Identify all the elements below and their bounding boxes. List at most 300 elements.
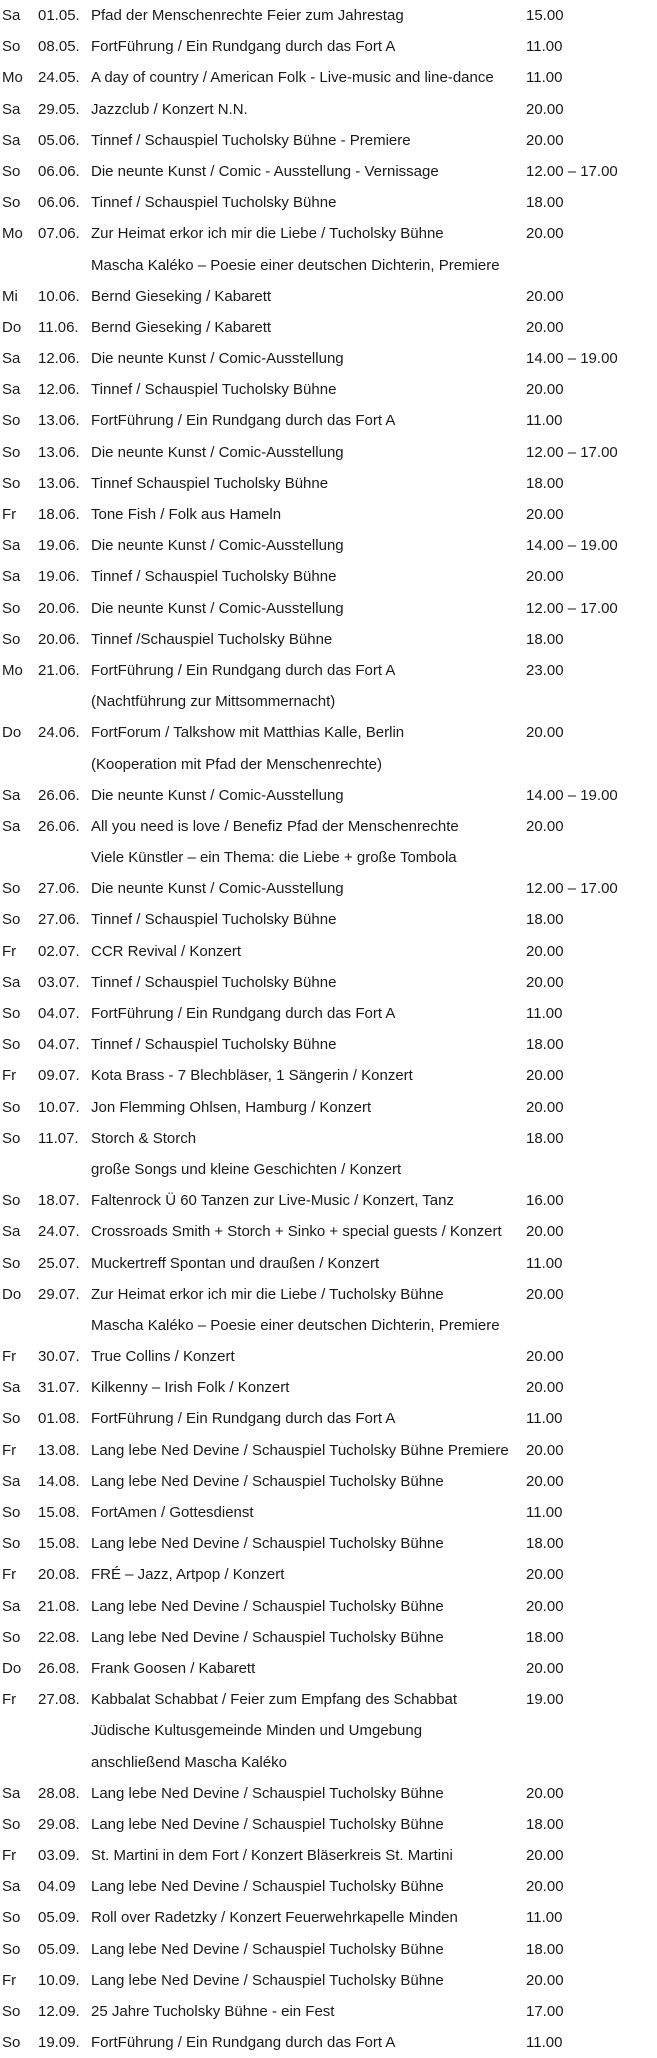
schedule-row [0, 1840, 657, 1871]
event-time: 14.00 – 19.00 [526, 537, 618, 555]
event-date: 29.07. [38, 1285, 80, 1303]
event-time: 20.00 [526, 506, 564, 523]
event-title: Zur Heimat erkor ich mir die Liebe / Tucholsky Bühne [91, 1285, 444, 1303]
event-day: Fr [2, 1441, 17, 1459]
event-date: 02.07. [38, 942, 80, 960]
event-date: 05.09. [38, 1940, 80, 1958]
event-day: So [2, 1815, 21, 1833]
event-date: 31.07. [38, 1379, 80, 1397]
event-title: (Kooperation mit Pfad der Menschenrechte) [91, 755, 382, 773]
schedule-row [0, 1559, 657, 1590]
event-time: 11.00 [526, 38, 563, 56]
event-title: FortForum / Talkshow mit Matthias Kalle, Berlin [91, 724, 405, 742]
event-date: 08.05. [38, 38, 80, 56]
schedule-row [0, 749, 657, 780]
schedule-row [0, 437, 657, 468]
schedule-row [0, 468, 657, 499]
event-title: True Collins / Konzert [91, 1348, 235, 1366]
event-time: 18.00 [526, 911, 564, 929]
event-title: Roll over Radetzky / Konzert Feuerwehrkapelle Minden [91, 1909, 458, 1927]
event-time: 20.00 [526, 225, 564, 243]
event-title: Tone Fish / Folk aus Hameln [91, 506, 282, 523]
event-date: 13.06. [38, 443, 80, 461]
schedule-row [0, 31, 657, 62]
event-day: Sa [2, 537, 21, 555]
event-date: 24.06. [38, 724, 80, 742]
event-title: Mascha Kaléko – Poesie einer deutschen Dichterin, Premiere [91, 1316, 500, 1334]
event-time: 20.00 [526, 1878, 564, 1896]
event-title: FortAmen / Gottesdienst [91, 1504, 254, 1521]
event-date: 11.07. [38, 1129, 79, 1147]
event-title: Lang lebe Ned Devine / Schauspiel Tucholsky Bühne [91, 1784, 444, 1802]
event-time: 11.00 [526, 1254, 563, 1272]
event-date: 26.06. [38, 817, 80, 835]
schedule-row [0, 1154, 657, 1185]
schedule-row [0, 842, 657, 873]
event-day: So [2, 443, 21, 461]
event-time: 16.00 [526, 1192, 564, 1210]
event-date: 03.09. [38, 1847, 80, 1865]
event-title: Die neunte Kunst / Comic-Ausstellung [91, 350, 344, 368]
event-date: 12.06. [38, 350, 80, 368]
schedule-row [0, 156, 657, 187]
event-title: FortFührung / Ein Rundgang durch das Fort A [91, 1005, 396, 1022]
event-time: 18.00 [526, 1129, 564, 1147]
event-title: Tinnef / Schauspiel Tucholsky Bühne [91, 381, 337, 399]
event-day: So [2, 2034, 21, 2052]
schedule-row [0, 561, 657, 592]
event-time: 11.00 [526, 1504, 563, 1521]
event-time: 20.00 [526, 287, 564, 305]
schedule-row [0, 1403, 657, 1434]
event-date: 05.06. [38, 131, 80, 149]
event-date: 24.07. [38, 1223, 80, 1241]
event-day: Mo [2, 225, 23, 243]
schedule-row [0, 405, 657, 436]
event-date: 22.08. [38, 1628, 80, 1646]
event-title: Crossroads Smith + Storch + Sinko + special guests / Konzert [91, 1223, 502, 1241]
event-day: Fr [2, 1566, 17, 1584]
event-title: Lang lebe Ned Devine / Schauspiel Tucholsky Bühne [91, 1815, 444, 1833]
event-time: 20.00 [526, 1971, 564, 1989]
event-date: 30.07. [38, 1348, 80, 1366]
event-day: Sa [2, 100, 21, 118]
event-date: 03.07. [38, 973, 80, 991]
schedule-row [0, 1123, 657, 1154]
event-title: Kilkenny – Irish Folk / Konzert [91, 1379, 290, 1397]
event-day: So [2, 1129, 21, 1147]
event-title: FortFührung / Ein Rundgang durch das Fort A [91, 661, 396, 679]
event-title: Lang lebe Ned Devine / Schauspiel Tucholsky Bühne [91, 1597, 444, 1615]
event-time: 11.00 [526, 69, 563, 87]
event-title: Faltenrock Ü 60 Tanzen zur Live-Music / Konzert, Tanz [91, 1192, 454, 1210]
event-date: 13.06. [38, 474, 80, 492]
schedule-row [0, 1279, 657, 1310]
event-date: 10.09. [38, 1971, 80, 1989]
schedule-row [0, 1528, 657, 1559]
event-time: 20.00 [526, 1098, 564, 1116]
event-title: Mascha Kaléko – Poesie einer deutschen Dichterin, Premiere [91, 256, 500, 274]
event-date: 19.06. [38, 537, 80, 555]
schedule-row [0, 1622, 657, 1653]
event-title: FortFührung / Ein Rundgang durch das Fort A [91, 2034, 396, 2052]
schedule-row [0, 2027, 657, 2058]
event-date: 04.07. [38, 1005, 80, 1022]
event-date: 19.09. [38, 2034, 80, 2052]
event-date: 10.06. [38, 287, 80, 305]
event-time: 20.00 [526, 1784, 564, 1802]
schedule-row [0, 904, 657, 935]
event-day: So [2, 1909, 21, 1927]
event-time: 11.00 [526, 1410, 563, 1428]
event-time: 11.00 [526, 1005, 563, 1022]
event-day: So [2, 630, 21, 648]
event-time: 20.00 [526, 100, 564, 118]
event-title: Jüdische Kultusgemeinde Minden und Umgebung [91, 1722, 423, 1740]
event-title: Die neunte Kunst / Comic-Ausstellung [91, 786, 344, 804]
event-day: So [2, 1098, 21, 1116]
event-time: 20.00 [526, 131, 564, 149]
schedule-row [0, 1092, 657, 1123]
schedule-row [0, 187, 657, 218]
event-day: So [2, 1504, 21, 1521]
event-time: 20.00 [526, 1441, 564, 1459]
event-time: 20.00 [526, 381, 564, 399]
event-date: 01.05. [38, 7, 80, 24]
event-title: Jon Flemming Ohlsen, Hamburg / Konzert [91, 1098, 372, 1116]
event-title: Die neunte Kunst / Comic - Ausstellung - Vernissage [91, 162, 439, 180]
event-day: Mi [2, 287, 18, 305]
event-time: 20.00 [526, 1847, 564, 1865]
event-time: 18.00 [526, 1535, 564, 1553]
event-title: Tinnef / Schauspiel Tucholsky Bühne [91, 911, 337, 929]
event-title: 25 Jahre Tucholsky Bühne - ein Fest [91, 2003, 335, 2020]
event-title: FortFührung / Ein Rundgang durch das Fort A [91, 1410, 396, 1428]
event-date: 26.08. [38, 1659, 80, 1677]
schedule-row [0, 686, 657, 717]
event-date: 09.07. [38, 1067, 80, 1085]
event-time: 23.00 [526, 661, 564, 679]
event-day: Sa [2, 381, 21, 399]
event-title: anschließend Mascha Kaléko [91, 1753, 287, 1771]
event-time: 20.00 [526, 568, 564, 586]
event-date: 14.08. [38, 1472, 80, 1490]
schedule-row [0, 1591, 657, 1622]
event-date: 07.06. [38, 225, 80, 243]
event-title: Lang lebe Ned Devine / Schauspiel Tucholsky Bühne [91, 1971, 444, 1989]
event-time: 20.00 [526, 942, 564, 960]
event-title: FortFührung / Ein Rundgang durch das Fort A [91, 412, 396, 430]
schedule-row [0, 811, 657, 842]
event-title: Kota Brass - 7 Blechbläser, 1 Sängerin / Konzert [91, 1067, 413, 1085]
schedule-row [0, 94, 657, 125]
schedule-row [0, 1341, 657, 1372]
event-title: Muckertreff Spontan und draußen / Konzert [91, 1254, 380, 1272]
event-day: Fr [2, 506, 17, 523]
event-day: So [2, 1254, 21, 1272]
schedule-row [0, 1747, 657, 1778]
event-time: 11.00 [526, 1909, 563, 1927]
event-title: CCR Revival / Konzert [91, 942, 242, 960]
event-date: 04.09 [38, 1878, 76, 1896]
event-date: 06.06. [38, 194, 80, 212]
event-date: 19.06. [38, 568, 80, 586]
schedule-row [0, 218, 657, 249]
schedule-row [0, 780, 657, 811]
schedule-row [0, 1248, 657, 1279]
event-day: So [2, 1192, 21, 1210]
schedule-row [0, 250, 657, 281]
event-date: 13.06. [38, 412, 80, 430]
schedule-row [0, 1216, 657, 1247]
event-date: 27.06. [38, 880, 80, 898]
event-day: Sa [2, 350, 21, 368]
event-date: 21.08. [38, 1597, 80, 1615]
schedule-row [0, 62, 657, 93]
event-day: Do [2, 1659, 22, 1677]
event-time: 18.00 [526, 630, 564, 648]
event-day: Fr [2, 1847, 17, 1865]
event-day: Mo [2, 661, 23, 679]
event-title: große Songs und kleine Geschichten / Konzert [91, 1160, 402, 1178]
event-date: 28.08. [38, 1784, 80, 1802]
event-day: Do [2, 724, 22, 742]
schedule-row [0, 530, 657, 561]
event-time: 20.00 [526, 1379, 564, 1397]
event-title: All you need is love / Benefiz Pfad der Menschenrechte [91, 817, 459, 835]
event-date: 15.08. [38, 1504, 80, 1521]
event-title: Tinnef /Schauspiel Tucholsky Bühne [91, 630, 333, 648]
event-title: Jazzclub / Konzert N.N. [91, 100, 248, 118]
event-title: Lang lebe Ned Devine / Schauspiel Tucholsky Bühne [91, 1878, 444, 1896]
event-day: Sa [2, 786, 21, 804]
event-day: Sa [2, 1223, 21, 1241]
event-title: FortFührung / Ein Rundgang durch das Fort A [91, 38, 396, 56]
event-time: 20.00 [526, 1566, 564, 1584]
event-title: Tinnef / Schauspiel Tucholsky Bühne [91, 568, 337, 586]
event-date: 11.06. [38, 318, 79, 336]
event-title: Die neunte Kunst / Comic-Ausstellung [91, 537, 344, 555]
event-date: 06.06. [38, 162, 80, 180]
event-day: So [2, 162, 21, 180]
event-day: So [2, 1036, 21, 1054]
event-date: 18.06. [38, 506, 80, 523]
event-time: 20.00 [526, 1285, 564, 1303]
event-title: Lang lebe Ned Devine / Schauspiel Tucholsky Bühne [91, 1535, 444, 1553]
event-time: 20.00 [526, 724, 564, 742]
event-time: 18.00 [526, 1628, 564, 1646]
event-day: So [2, 880, 21, 898]
event-title: FRÉ – Jazz, Artpop / Konzert [91, 1566, 285, 1584]
event-time: 12.00 – 17.00 [526, 599, 618, 617]
event-day: So [2, 1410, 21, 1428]
event-day: So [2, 2003, 21, 2020]
event-title: Pfad der Menschenrechte Feier zum Jahrestag [91, 7, 404, 24]
event-date: 12.06. [38, 381, 80, 399]
schedule-row [0, 1372, 657, 1403]
event-time: 20.00 [526, 817, 564, 835]
schedule-row [0, 499, 657, 530]
event-date: 29.05. [38, 100, 80, 118]
event-time: 14.00 – 19.00 [526, 786, 618, 804]
event-day: So [2, 194, 21, 212]
event-time: 18.00 [526, 1036, 564, 1054]
event-date: 10.07. [38, 1098, 80, 1116]
schedule-row [0, 1497, 657, 1528]
event-day: So [2, 1940, 21, 1958]
schedule-row [0, 655, 657, 686]
schedule-row [0, 1466, 657, 1497]
event-date: 24.05. [38, 69, 80, 87]
event-date: 26.06. [38, 786, 80, 804]
event-date: 13.08. [38, 1441, 80, 1459]
event-time: 12.00 – 17.00 [526, 880, 618, 898]
event-title: Lang lebe Ned Devine / Schauspiel Tucholsky Bühne Premiere [91, 1441, 509, 1459]
event-date: 21.06. [38, 661, 80, 679]
event-day: So [2, 1628, 21, 1646]
event-day: Sa [2, 568, 21, 586]
schedule-row [0, 1871, 657, 1902]
schedule-row [0, 1029, 657, 1060]
event-day: So [2, 474, 21, 492]
event-day: Sa [2, 1472, 21, 1490]
event-day: Fr [2, 1348, 17, 1366]
schedule-row [0, 1310, 657, 1341]
event-date: 20.08. [38, 1566, 80, 1584]
schedule-row [0, 1185, 657, 1216]
event-time: 11.00 [526, 412, 563, 430]
event-day: So [2, 911, 21, 929]
schedule-row [0, 717, 657, 748]
event-day: So [2, 412, 21, 430]
schedule-row [0, 998, 657, 1029]
event-day: So [2, 599, 21, 617]
event-time: 15.00 [526, 7, 564, 24]
event-title: Tinnef / Schauspiel Tucholsky Bühne [91, 1036, 337, 1054]
event-day: So [2, 1005, 21, 1022]
event-title: Lang lebe Ned Devine / Schauspiel Tucholsky Bühne [91, 1940, 444, 1958]
event-day: Sa [2, 1597, 21, 1615]
event-day: Fr [2, 1067, 17, 1085]
event-title: (Nachtführung zur Mittsommernacht) [91, 693, 336, 711]
schedule-row [0, 1902, 657, 1933]
event-day: Sa [2, 131, 21, 149]
schedule-row [0, 343, 657, 374]
event-day: Do [2, 1285, 22, 1303]
schedule-row [0, 1965, 657, 1996]
event-title: Die neunte Kunst / Comic-Ausstellung [91, 880, 344, 898]
event-day: Sa [2, 1379, 21, 1397]
event-day: Sa [2, 973, 21, 991]
event-date: 04.07. [38, 1036, 80, 1054]
event-time: 20.00 [526, 1223, 564, 1241]
event-time: 20.00 [526, 1348, 564, 1366]
event-time: 17.00 [526, 2003, 564, 2020]
event-date: 27.08. [38, 1691, 80, 1709]
event-time: 20.00 [526, 1597, 564, 1615]
event-date: 05.09. [38, 1909, 80, 1927]
schedule-row [0, 1778, 657, 1809]
schedule-row [0, 1996, 657, 2027]
event-title: St. Martini in dem Fort / Konzert Bläserkreis St. Martini [91, 1847, 453, 1865]
schedule-row [0, 125, 657, 156]
event-day: Fr [2, 1971, 17, 1989]
event-date: 29.08. [38, 1815, 80, 1833]
schedule-row [0, 1715, 657, 1746]
event-title: Zur Heimat erkor ich mir die Liebe / Tucholsky Bühne [91, 225, 444, 243]
event-day: Fr [2, 1691, 17, 1709]
event-title: Bernd Gieseking / Kabarett [91, 318, 272, 336]
event-title: Storch & Storch [91, 1129, 197, 1147]
schedule-row [0, 374, 657, 405]
schedule-row [0, 1653, 657, 1684]
schedule-row [0, 1435, 657, 1466]
event-time: 18.00 [526, 1815, 564, 1833]
event-title: Frank Goosen / Kabarett [91, 1659, 256, 1677]
event-title: Die neunte Kunst / Comic-Ausstellung [91, 443, 344, 461]
event-time: 20.00 [526, 1472, 564, 1490]
event-day: So [2, 1535, 21, 1553]
schedule-row [0, 1060, 657, 1091]
event-day: Do [2, 318, 22, 336]
event-title: Lang lebe Ned Devine / Schauspiel Tucholsky Bühne [91, 1472, 444, 1490]
event-title: Kabbalat Schabbat / Feier zum Empfang des Schabbat [91, 1691, 458, 1709]
event-time: 12.00 – 17.00 [526, 162, 618, 180]
schedule-row [0, 1684, 657, 1715]
event-time: 14.00 – 19.00 [526, 350, 618, 368]
event-title: Bernd Gieseking / Kabarett [91, 287, 272, 305]
event-date: 01.08. [38, 1410, 80, 1428]
event-date: 12.09. [38, 2003, 80, 2020]
event-day: Sa [2, 1784, 21, 1802]
event-date: 15.08. [38, 1535, 80, 1553]
schedule-row [0, 1934, 657, 1965]
event-time: 20.00 [526, 973, 564, 991]
schedule-row [0, 593, 657, 624]
event-title: Tinnef / Schauspiel Tucholsky Bühne [91, 973, 337, 991]
schedule-row [0, 281, 657, 312]
schedule-row [0, 0, 657, 31]
event-day: Sa [2, 817, 21, 835]
event-title: Die neunte Kunst / Comic-Ausstellung [91, 599, 344, 617]
schedule-row [0, 873, 657, 904]
schedule-row [0, 624, 657, 655]
event-title: Tinnef / Schauspiel Tucholsky Bühne [91, 194, 337, 212]
event-day: Sa [2, 7, 21, 24]
event-day: Sa [2, 1878, 21, 1896]
event-time: 20.00 [526, 1659, 564, 1677]
schedule-row [0, 1809, 657, 1840]
event-date: 20.06. [38, 599, 80, 617]
event-time: 18.00 [526, 1940, 564, 1958]
event-time: 12.00 – 17.00 [526, 443, 618, 461]
event-time: 11.00 [526, 2034, 563, 2052]
event-date: 18.07. [38, 1192, 80, 1210]
event-title: Tinnef Schauspiel Tucholsky Bühne [91, 474, 329, 492]
event-date: 20.06. [38, 630, 80, 648]
event-title: Tinnef / Schauspiel Tucholsky Bühne - Premiere [91, 131, 411, 149]
event-title: Viele Künstler – ein Thema: die Liebe + große Tombola [91, 849, 457, 867]
event-date: 27.06. [38, 911, 80, 929]
schedule-row [0, 312, 657, 343]
event-day: Mo [2, 69, 23, 87]
event-title: Lang lebe Ned Devine / Schauspiel Tucholsky Bühne [91, 1628, 444, 1646]
event-time: 20.00 [526, 1067, 564, 1085]
event-day: So [2, 38, 21, 56]
event-time: 20.00 [526, 318, 564, 336]
event-time: 18.00 [526, 194, 564, 212]
event-day: Fr [2, 942, 17, 960]
